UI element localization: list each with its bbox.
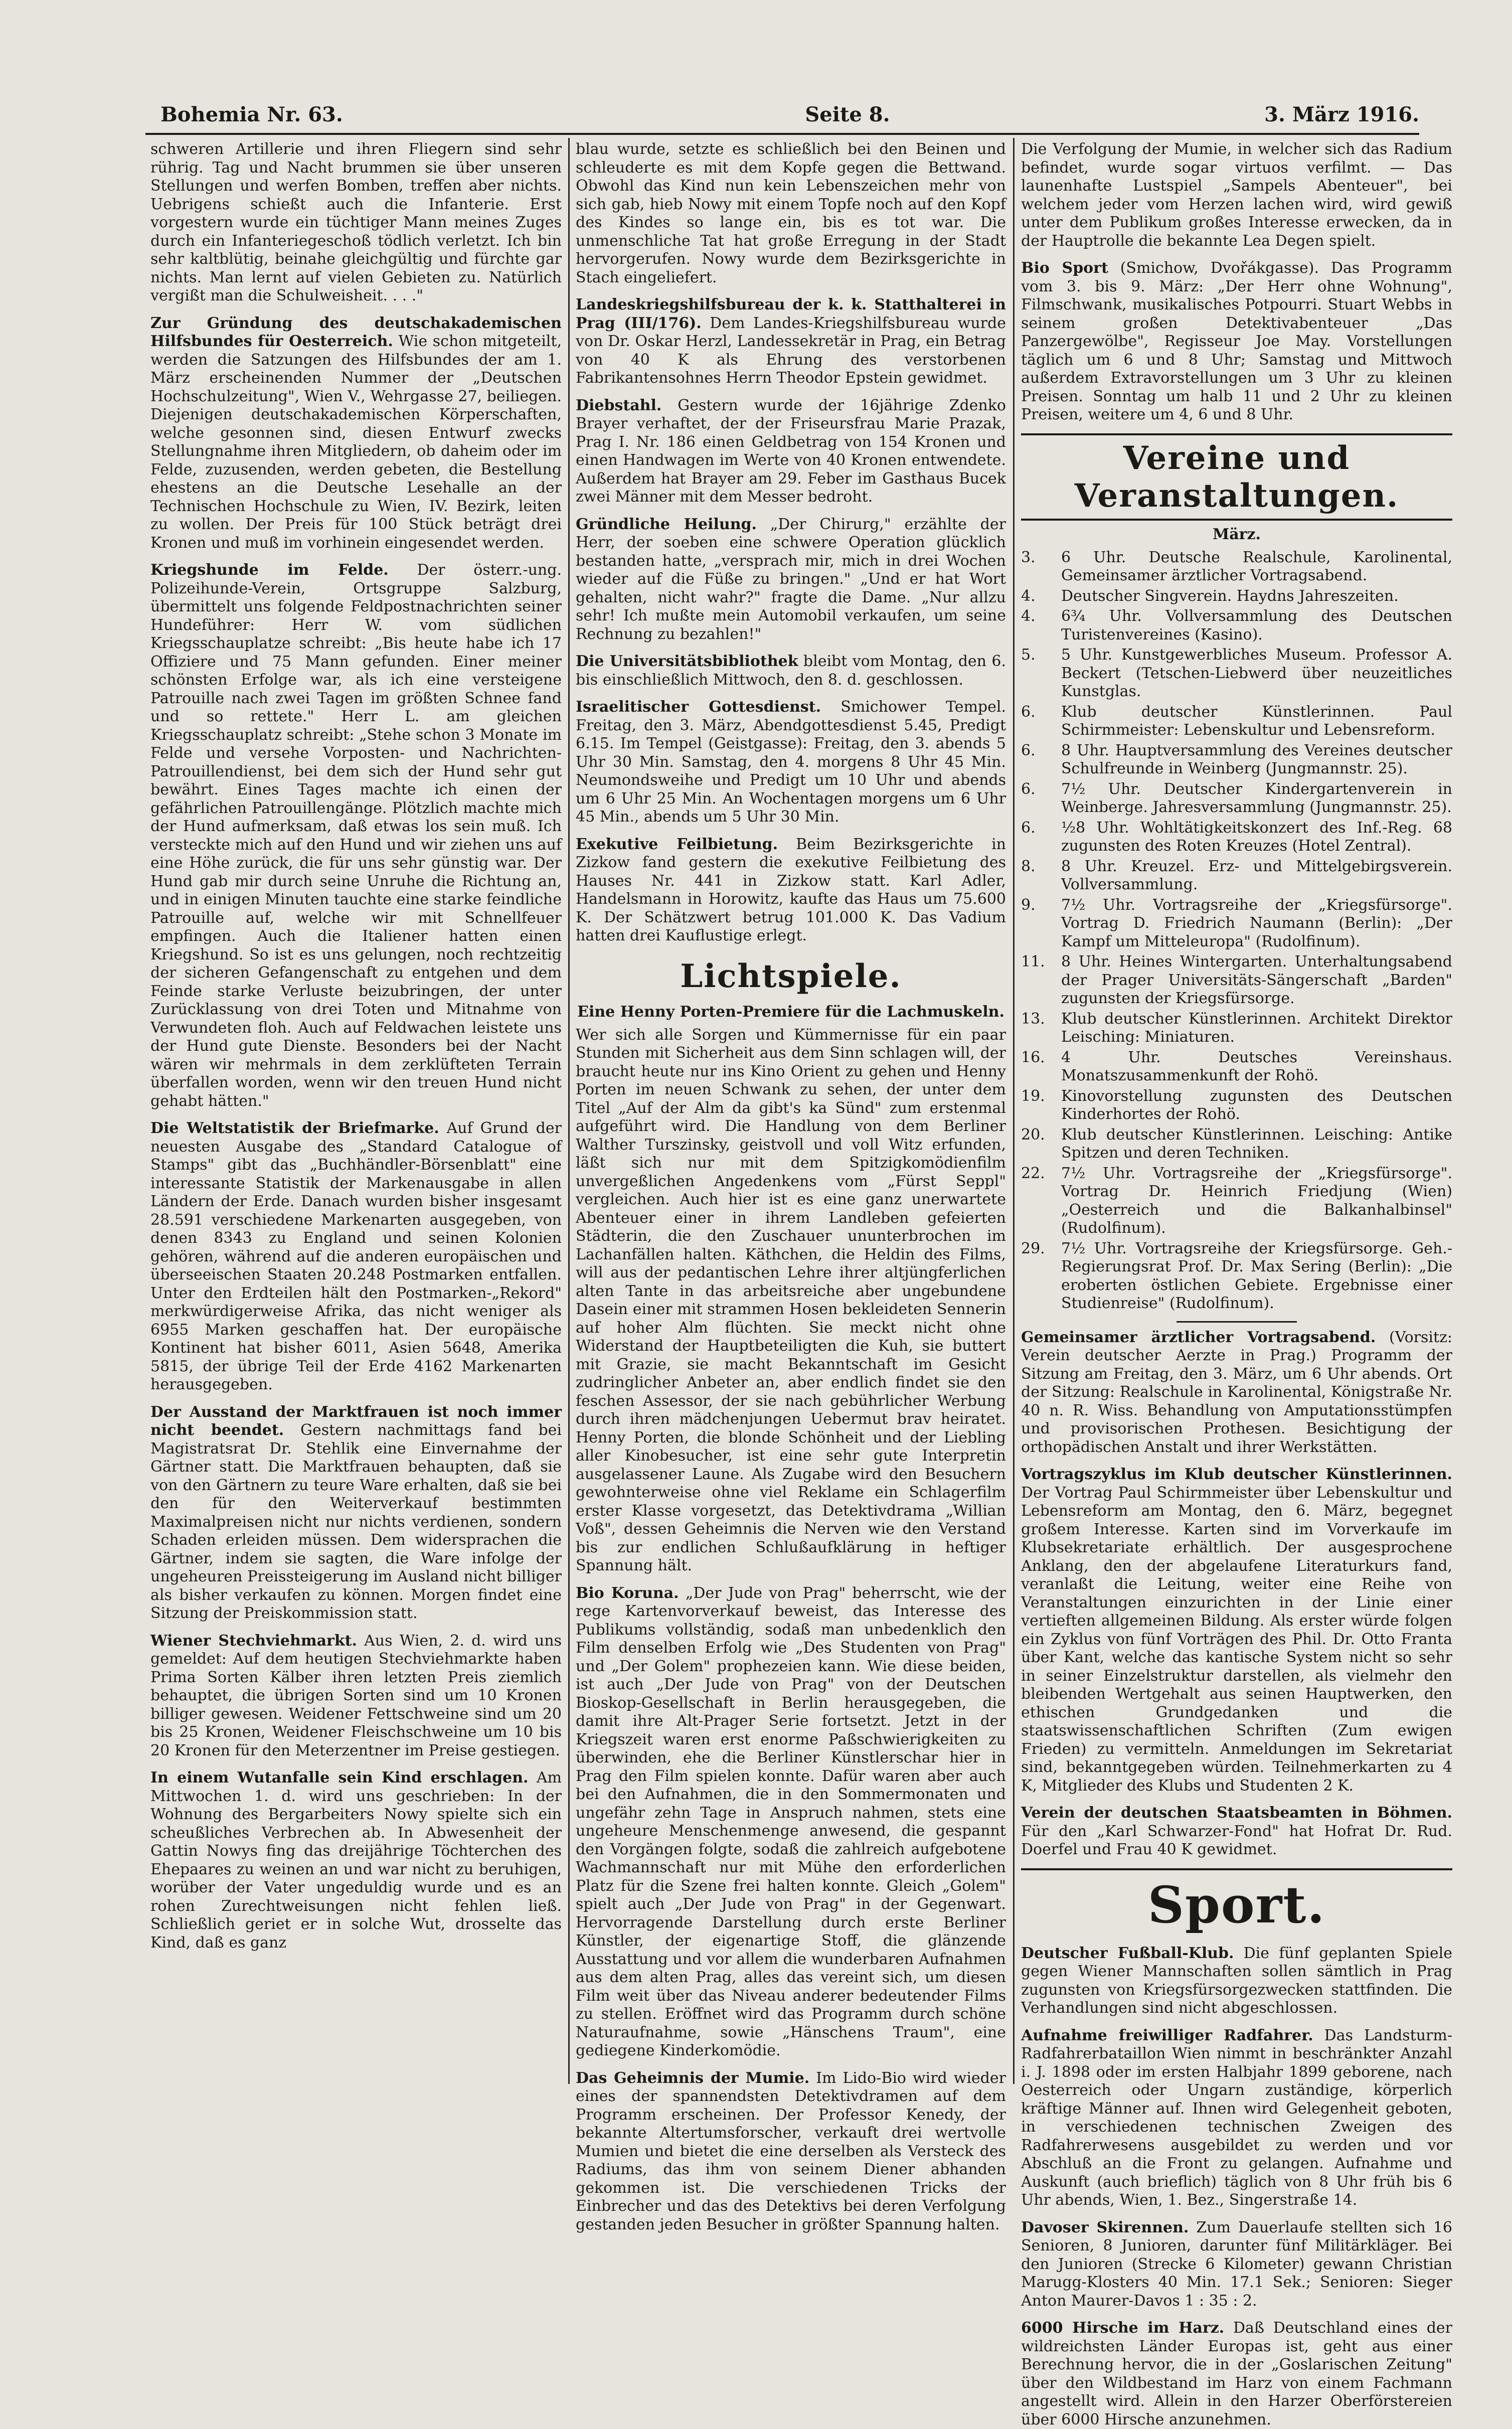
article-paragraph xyxy=(1021,2319,1452,2429)
event-text: ½8 Uhr. Wohltätigkeitskonzert des Inf.-Reg. 68 zugunsten des Roten Kreuzes (Hotel Zentral). xyxy=(1061,819,1452,856)
article-body: Daß Deutschland eines der wildreichsten Länder Europas ist, geht aus einer Berechnung hervor, die in der „Goslarischen Zeitung" über den Wildbestand im Harz von einem Fachmann angestellt wird. Allein in den Harzer Oberförstereien über 6000 Hirsche anzunehmen. xyxy=(1021,2319,1452,2428)
article-body: Der österr.-ung. Polizeihunde-Verein, Ortsgruppe Salzburg, übermittelt uns folgende Feldpostnachrichten seiner Hundeführer: Herr W. vom südlichen Kriegsschauplatze schreibt: „Bis heute habe ich 17 Offiziere und 75 Mann gefunden. Einer meiner schönsten Erfolge war, als ich eine versteigene Patrouille nach zwei Tagen im größten Schnee fand und so rettete." Herr L. am gleichen Kriegsschauplatz schreibt: „Stehe schon 3 Monate im Felde und versehe Vorposten- und Nachrichten-Patrouillendienst, bei dem sich der Hund sehr gut bewährt. Eines Tages machte ich einen der gefährlichen Patrouillengänge. Plötzlich machte mich der Hund aufmerksam, daß etwas los sein muß. Ich versteckte mich auf den Hund und wir ziehen uns auf eine Höhe zurück, die für uns sehr günstig war. Der Hund gab mir durch seine Unruhe die Richtung an, und in einigen Minuten tauchte eine starke feindliche Patrouille auf, welche wir mit Schnellfeuer empfingen. Auch die Italiener hatten einen Kriegshund. So ist es uns gelungen, noch rechtzeitig der sicheren Gefangenschaft zu entgehen und dem Feinde starke Verluste beizubringen, der unter Zurücklassung von drei Toten und Mitnahme von Verwundeten floh. Auch auf Feldwachen leistete uns der Hund gute Dienste. Besonders bei der Nacht wären wir mehrmals in dem zerklüfteten Terrain überfallen worden, wenn wir den treuen Hund nicht gehabt hätten." xyxy=(150,561,562,1110)
article-headline: Das Geheimnis der Mumie. xyxy=(576,2069,809,2087)
event-entry xyxy=(1021,549,1452,585)
event-text: Klub deutscher Künstlerinnen. Paul Schirmmeister: Lebenskultur und Lebensreform. xyxy=(1061,703,1452,740)
event-day: 5. xyxy=(1021,646,1061,701)
header-page-number: Seite 8. xyxy=(747,103,948,126)
column-divider xyxy=(1013,138,1015,2084)
event-entry xyxy=(1021,646,1452,701)
article-paragraph xyxy=(150,561,562,1110)
separator-line xyxy=(1177,1321,1297,1323)
article-paragraph xyxy=(1021,1329,1452,1457)
article-body: Der Vortrag Paul Schirmmeister über Lebenskultur und Lebensreform am Montag, den 6. März, begegnet großem Interesse. Karten sind im Vorverkaufe im Klubsekretariate erhältlich. Der ausgesprochene Anklang, den der abgelaufene Literaturkurs fand, veranlaßt die Leitung, weiter eine Reihe von Veranstaltungen einzurichten in der Linie einer vertieften allgemeinen Bildung. Als erster würde folgen ein Zyklus von fünf Vorträgen des Phil. Dr. Otto Franta über Kant, welche das kantische System nicht so sehr in seiner Einzelstruktur darstellen, als vielmehr den bleibenden Wertgehalt aus seinen Hauptwerken, den ethischen Grundgedanken und die staatswissenschaftlichen Schriften (Zum ewigen Frieden) zu vermitteln. Anmeldungen im Sekretariat sind, bekanntgegeben würden. Teilnehmerkarten zu 4 K, Mitglieder des Klubs und Studenten 2 K. xyxy=(1021,1484,1452,1795)
article-headline: Aufnahme freiwilliger Radfahrer. xyxy=(1021,2027,1313,2044)
header-rule xyxy=(145,133,1419,135)
article-paragraph xyxy=(150,314,562,553)
event-text: 6 Uhr. Deutsche Realschule, Karolinental, Gemeinsamer ärztlicher Vortragsabend. xyxy=(1061,549,1452,585)
column-left xyxy=(150,140,562,2076)
article-paragraph xyxy=(576,296,1006,388)
article-paragraph xyxy=(150,1632,562,1760)
event-entry xyxy=(1021,1240,1452,1313)
event-day: 13. xyxy=(1021,1010,1061,1047)
article-paragraph xyxy=(576,698,1006,827)
event-text: 7½ Uhr. Vortragsreihe der Kriegsfürsorge. Geh.-Regierungsrat Prof. Dr. Max Sering (Berlin): „Die eroberten östlichen Gebiete. Ergebnisse einer Studienreise" (Rudolfinum). xyxy=(1061,1240,1452,1313)
article-paragraph xyxy=(1021,1804,1452,1859)
event-entry xyxy=(1021,1049,1452,1085)
article-headline: Die Universitätsbibliothek xyxy=(576,653,798,670)
article-paragraph xyxy=(576,1584,1006,2060)
article-list xyxy=(576,140,1006,945)
article-paragraph xyxy=(1021,2219,1452,2311)
article-body: Für den „Karl Schwarzer-Fond" hat Hofrat Dr. Rud. Doerfel und Frau 40 K gewidmet. xyxy=(1021,1823,1452,1859)
article-headline: Zur Gründung des deutschakademischen Hilfsbundes für Oesterreich. xyxy=(150,314,562,351)
event-text: 4 Uhr. Deutsches Vereinshaus. Monatszusammenkunft der Rohö. xyxy=(1061,1049,1452,1085)
article-headline: Gründliche Heilung. xyxy=(576,516,757,533)
article-paragraph xyxy=(576,836,1006,945)
article-paragraph xyxy=(576,1026,1006,1575)
column-middle xyxy=(576,140,1006,2076)
article-paragraph xyxy=(576,397,1006,507)
event-day: 6. xyxy=(1021,703,1061,740)
article-paragraph xyxy=(150,1769,562,1952)
article-list xyxy=(150,140,562,1952)
article-list xyxy=(1021,140,1452,424)
event-day: 20. xyxy=(1021,1126,1061,1163)
event-entry xyxy=(1021,703,1452,740)
event-day: 8. xyxy=(1021,858,1061,894)
event-entry xyxy=(1021,858,1452,894)
article-paragraph xyxy=(1021,1466,1452,1795)
article-paragraph xyxy=(576,140,1006,287)
article-body: „Der Jude von Prag" beherrscht, wie der rege Kartenvorverkauf beweist, das Interesse des Publikums vollständig, sodaß man unbedenklich den Film denselben Erfolg wie „Des Studenten von Prag" und „Der Golem" prophezeien kann. Wie diese beiden, ist auch „Der Jude von Prag" von der Deutschen Bioskop-Gesellschaft in Berlin herausgegeben, die damit ihre Alt-Prager Serie fortsetzt. Jetzt in der Kriegszeit waren erst enorme Paßschwierigkeiten zu überwinden, ehe die Berliner Künstlerschar hier in Prag den Film spielen konnte. Dafür waren aber auch bei den Aufnahmen, die in den Sommermonaten und ungefähr zehn Tage in Anspruch nahmen, stets eine ungeheure Menschenmenge anwesend, die gespannt den Vorgängen folgte, sodaß die zahlreich aufgebotene Wachmannschaft nur mit Mühe den erforderlichen Platz für die Szene frei halten konnte. Gleich „Golem" spielt auch „Der Jude von Prag" in der Gegenwart. Hervorragende Darstellung durch erste Berliner Künstler, der eigenartige Stoff, die glänzende Ausstattung und vor allem die wunderbaren Aufnahmen aus dem alten Prag, alles das vereint sich, um diesen Film weit über das Niveau anderer bedeutender Films zu stellen. Eröffnet wird das Programm durch schöne Naturaufnahme, sowie „Hänschens Traum", eine gediegene Kinderkomödie. xyxy=(576,1584,1006,2060)
header-issue: Bohemia Nr. 63. xyxy=(160,103,343,126)
event-entry xyxy=(1021,1010,1452,1047)
article-body: Dem Landes-Kriegshilfsbureau wurde von Dr. Oskar Herzl, Landessekretär in Prag, ein Betrag von 40 K als Ehrung des verstorbenen Fabrikantensohnes Herrn Theodor Epstein gewidmet. xyxy=(576,314,1006,387)
column-divider xyxy=(568,138,570,2084)
article-paragraph xyxy=(1021,1945,1452,2018)
article-body: Beim Bezirksgerichte in Zizkow fand gestern die exekutive Feilbietung des Hauses Nr. 441 in Zizkow statt. Karl Adler, Handelsmann in Horowitz, kaufte das Haus um 75.600 K. Der Schätzwert betrug 101.000 K. Das Vadium hatten drei Kauflustige erlegt. xyxy=(576,836,1006,945)
article-body: bleibt vom Montag, den 6. bis einschließlich Mittwoch, den 8. d. geschlossen. xyxy=(576,653,1006,689)
article-headline: Verein der deutschen Staatsbeamten in Böhmen. xyxy=(1021,1804,1452,1822)
article-body: Am Mittwochen 1. d. wird uns geschrieben: In der Wohnung des Bergarbeiters Nowy spielte sich ein scheußliches Verbrechen ab. In Abwesenheit der Gattin Nowys fing das dreijährige Töchterchen des Ehepaares zu weinen an und war nicht zu beruhigen, worüber der Vater ungeduldig wurde und es an rohen Zurechtweisungen nicht fehlen ließ. Schließlich geriet er in solche Wut, drosselte das Kind, daß es ganz xyxy=(150,1769,562,1952)
article-body: Auf Grund der neuesten Ausgabe des „Standard Catalogue of Stamps" gibt das „Buchhändler-Börsenblatt" eine interessante Statistik der Markenausgabe in allen Ländern der Erde. Danach wurden bisher insgesamt 28.591 verschiedene Markenarten ausgegeben, von denen 8343 zu England und seinen Kolonien gehören, während auf die anderen europäischen und überseeischen Staaten 20.248 Postmarken entfallen. Unter den Erdteilen hält den Postmarken-„Rekord" merkwürdigerweise Afrika, das nicht weniger als 6955 Marken geschaffen hat. Der europäische Kontinent hat bisher 6011, Asien 5648, Amerika 5815, der übrige Teil der Erde 4162 Markenarten herausgegeben. xyxy=(150,1119,562,1393)
events-calendar xyxy=(1021,549,1452,1313)
article-list xyxy=(1021,1945,1452,2429)
event-text: Klub deutscher Künstlerinnen. Leisching: Antike Spitzen und deren Techniken. xyxy=(1061,1126,1452,1163)
event-text: Deutscher Singverein. Haydns Jahreszeiten. xyxy=(1061,587,1452,606)
article-paragraph xyxy=(1021,140,1452,250)
event-entry xyxy=(1021,780,1452,817)
article-body: Im Lido-Bio wird wieder eines der spannendsten Detektivdramen auf dem Programm erscheinen. Der Professor Kenedy, der bekannte Altertumsforscher, verkauft drei wertvolle Mumien und bietet die eine derselben als Versteck des Radiums, das ihm von seinem Diener abhanden gekommen ist. Die verschiedenen Tricks der Einbrecher und das des Detektivs bei deren Verfolgung gestanden jeden Besucher in größter Spannung halten. xyxy=(576,2069,1006,2233)
article-headline: Landeskriegshilfsbureau der k. k. Statthalterei in Prag (III/176). xyxy=(576,296,1006,332)
article-headline: Davoser Skirennen. xyxy=(1021,2219,1189,2236)
article-headline: Diebstahl. xyxy=(576,397,661,414)
event-entry xyxy=(1021,1165,1452,1238)
article-list xyxy=(576,1003,1006,2234)
event-entry xyxy=(1021,607,1452,644)
article-paragraph xyxy=(576,516,1006,644)
event-day: 22. xyxy=(1021,1165,1061,1238)
article-paragraph xyxy=(1021,2027,1452,2210)
event-entry xyxy=(1021,587,1452,606)
event-text: 5 Uhr. Kunstgewerbliches Museum. Professor A. Beckert (Tetschen-Liebwerd über neuzeitliches Kunstglas. xyxy=(1061,646,1452,701)
article-headline: Wiener Stechviehmarkt. xyxy=(150,1632,357,1650)
article-headline: Exekutive Feilbietung. xyxy=(576,836,778,853)
article-body: schweren Artillerie und ihren Fliegern sind sehr rührig. Tag und Nacht brummen sie über unseren Stellungen und werfen Bomben, treffen aber nichts. Uebrigens schießt auch die Infanterie. Erst vorgestern wurde ein tüchtiger Mann meines Zuges durch ein Infanteriegeschoß tödlich verletzt. Ich bin sehr kaltblütig, beinahe gleichgültig und fürchte gar nichts. Man lernt auf vielen Gebieten zu. Natürlich vergißt man die Schulweisheit. . . ." xyxy=(150,140,562,304)
article-headline: Bio Sport xyxy=(1021,259,1108,277)
article-headline: Bio Koruna. xyxy=(576,1584,679,1602)
event-entry xyxy=(1021,896,1452,951)
header-date: 3. März 1916. xyxy=(1264,103,1419,126)
article-body: (Vorsitz: Verein deutscher Aerzte in Prag.) Programm der Sitzung am Freitag, den 3. März, um 6 Uhr abends. Ort der Sitzung: Realschule in Karolinental, Königstraße Nr. 40 n. R. Wiss. Behandlung von Amputationsstümpfen und provisorischen Prothesen. Besichtigung der orthopädischen Anstalt und ihrer Werkstätten. xyxy=(1021,1329,1452,1456)
article-body: Aus Wien, 2. d. wird uns gemeldet: Auf dem heutigen Stechviehmarkte haben Prima Sorten Kälber ihren letzten Preis ziemlich behauptet, die übrigen Sorten sind um 10 Kronen billiger gewesen. Weidener Fettschweine sind um 20 bis 25 Kronen, Weidener Fleischschweine um 10 bis 20 Kronen für den Meterzentner im Preise gestiegen. xyxy=(150,1632,562,1759)
article-headline: Der Ausstand der Marktfrauen ist noch immer nicht beendet. xyxy=(150,1403,562,1439)
event-day: 29. xyxy=(1021,1240,1061,1313)
event-day: 4. xyxy=(1021,607,1061,644)
event-text: 8 Uhr. Kreuzel. Erz- und Mittelgebirgsverein. Vollversammlung. xyxy=(1061,858,1452,894)
event-entry xyxy=(1021,953,1452,1008)
event-day: 19. xyxy=(1021,1087,1061,1124)
event-day: 4. xyxy=(1021,587,1061,606)
article-body: Die fünf geplanten Spiele gegen Wiener Mannschaften sollen sämtlich in Prag zugunsten von Kriegsfürsorgezwecken stattfinden. Die Verhandlungen sind nicht abgeschlossen. xyxy=(1021,1945,1452,2017)
article-headline: Gemeinsamer ärztlicher Vortragsabend. xyxy=(1021,1329,1376,1346)
article-paragraph xyxy=(150,1403,562,1623)
event-day: 6. xyxy=(1021,742,1061,778)
article-paragraph xyxy=(150,140,562,305)
column-right xyxy=(1021,140,1452,2076)
section-heading-vereine: Vereine und Veranstaltungen. xyxy=(1021,433,1452,521)
article-headline: Vortragszyklus im Klub deutscher Künstlerinnen. xyxy=(1021,1466,1452,1483)
event-day: 16. xyxy=(1021,1049,1061,1085)
article-body: blau wurde, setzte es schließlich bei den Beinen und schleuderte es mit dem Kopfe gegen die Bettwand. Obwohl das Kind nun kein Lebenszeichen mehr von sich gab, hieb Nowy mit einem Topfe noch auf den Kopf des Kindes so lange ein, bis es tot war. Die unmenschliche Tat hat große Erregung in der Stadt hervorgerufen. Nowy wurde dem Bezirksgerichte in Stach eingeliefert. xyxy=(576,140,1006,286)
event-entry xyxy=(1021,819,1452,856)
article-headline: In einem Wutanfalle sein Kind erschlagen. xyxy=(150,1769,528,1787)
event-entry xyxy=(1021,1126,1452,1163)
article-headline: Die Weltstatistik der Briefmarke. xyxy=(150,1119,439,1137)
event-text: Kinovorstellung zugunsten des Deutschen Kinderhortes der Rohö. xyxy=(1061,1087,1452,1124)
article-body: Das Landsturm-Radfahrerbataillon Wien nimmt in beschränkter Anzahl i. J. 1898 oder im ersten Halbjahr 1899 geborene, nach Oesterreich oder Ungarn zuständige, körperlich kräftige Männer auf. Ihnen wird Gelegenheit geboten, in verschiedenen technischen Zweigen des Radfahrerwesens ausgebildet zu werden und vor Abschluß an die Front zu gelangen. Aufnahme und Auskunft (auch brieflich) täglich von 8 Uhr früh bis 6 Uhr abends, Wien, 1. Bez., Singerstraße 14. xyxy=(1021,2027,1452,2209)
event-day: 6. xyxy=(1021,819,1061,856)
event-day: 9. xyxy=(1021,896,1061,951)
article-body: Wer sich alle Sorgen und Kümmernisse für ein paar Stunden mit Sicherheit aus dem Sinn schlagen will, der braucht heute nur ins Kino Orient zu gehen und Henny Porten im neuen Schwank zu sehen, der unter dem Titel „Auf der Alm da gibt's ka Sünd" zum erstenmal aufgeführt wird. Die Handlung von dem Berliner Walther Turszinsky, geistvoll und voll Witz erfunden, läßt sich nur mit dem Spitzigkomödienfilm unvergeßlichen Angedenkens vom „Fürst Seppl" vergleichen. Auch hier ist es eine ganz unerwartete Abenteuer einer in ihrem Landleben gefeierten Städterin, die den Zuschauer ununterbrochen im Lachanfällen halten. Käthchen, die Heldin des Films, will aus der pedantischen Lehre ihrer altjüngferlichen alten Tante in das arbeitsreiche aber ungebundene Dasein einer mit strammen Hosen bekleideten Sennerin auf hoher Alm flüchten. Sie meckt nicht ohne Widerstand der Hauptbeteiligten die Kuh, sie buttert mit Grazie, sie macht Bekanntschaft im Gesicht zudringlicher Anbeter an, aber endlich findet sie den feschen Assessor, der sie nach gebührlicher Werbung durch ihren mädchenjungen Uebermut brav heiratet. Henny Porten, die blonde Schönheit und der Liebling aller Kinobesucher, ist eine sehr gute Interpretin ausgelassener Laune. Als Zugabe wird den Besuchern gewohnterweise ohne viel Reklame ein Schlagerfilm erster Klasse vorgesetzt, das Detektivdrama „Willian Voß", dessen Geheimnis die Nerven wie den Verstand bis zur endlichen Schlußaufklärung in heftiger Spannung hält. xyxy=(576,1026,1006,1575)
article-list xyxy=(1021,1329,1452,1859)
article-body: „Der Chirurg," erzählte der Herr, der soeben eine schwere Operation glücklich bestanden hatte, „versprach mir, mich in drei Wochen wieder auf die Füße zu bringen." „Und er hat Wort gehalten, nicht wahr?" fragte die Dame. „Nur allzu sehr! Ich mußte mein Automobil verkaufen, um seine Rechnung zu bezahlen!" xyxy=(576,516,1006,643)
article-headline: Israelitischer Gottesdienst. xyxy=(576,698,821,716)
article-headline: 6000 Hirsche im Harz. xyxy=(1021,2319,1224,2337)
article-body: Gestern wurde der 16jährige Zdenko Brayer verhaftet, der der Friseursfrau Marie Prazak, Prag I. Nr. 186 einen Geldbetrag von 154 Kronen und einen Handwagen im Werte von 40 Kronen entwendete. Außerdem hat Brayer am 29. Feber im Gasthaus Bucek zwei Männer mit dem Messer bedroht. xyxy=(576,397,1006,506)
article-paragraph xyxy=(1021,259,1452,424)
event-text: 7½ Uhr. Vortragsreihe der „Kriegsfürsorge". Vortrag D. Friedrich Naumann (Berlin): „Der Kampf um Mitteleuropa" (Rudolfinum). xyxy=(1061,896,1452,951)
article-paragraph xyxy=(576,653,1006,689)
article-subheading: Eine Henny Porten-Premiere für die Lachmuskeln. xyxy=(576,1003,1006,1021)
page-header xyxy=(145,103,1419,133)
event-entry xyxy=(1021,1087,1452,1124)
event-text: 6¾ Uhr. Vollversammlung des Deutschen Turistenvereines (Kasino). xyxy=(1061,607,1452,644)
event-text: 7½ Uhr. Vortragsreihe der „Kriegsfürsorge". Vortrag Dr. Heinrich Friedjung (Wien) „Oesterreich und die Balkanhalbinsel" (Rudolfinum). xyxy=(1061,1165,1452,1238)
event-day: 6. xyxy=(1021,780,1061,817)
article-paragraph xyxy=(150,1119,562,1394)
event-text: 7½ Uhr. Deutscher Kindergartenverein in Weinberge. Jahresversammlung (Jungmannstr. 25). xyxy=(1061,780,1452,817)
event-day: 11. xyxy=(1021,953,1061,1008)
article-body: (Smichow, Dvořákgasse). Das Programm vom 3. bis 9. März: „Der Herr ohne Wohnung", Filmschwank, musikalisches Potpourri. Stuart Webbs in seinem großen Detektivabenteuer „Das Panzergewölbe", Regisseur Joe May. Vorstellungen täglich um 6 und 8 Uhr; Samstag und Mittwoch außerdem Extravorstellungen um 3 Uhr zu kleinen Preisen. Sonntag um halb 11 und 2 Uhr zu kleinen Preisen, weitere um 4, 6 und 8 Uhr. xyxy=(1021,259,1452,423)
article-headline: Kriegshunde im Felde. xyxy=(150,561,389,579)
event-entry xyxy=(1021,742,1452,778)
article-body: Zum Dauerlaufe stellten sich 16 Senioren, 8 Junioren, darunter fünf Militärkläger. Bei den Junioren (Strecke 6 Kilometer) gewann Christian Marugg-Klosters 40 Min. 17.1 Sek.; Senioren: Sieger Anton Maurer-Davos 1 : 35 : 2. xyxy=(1021,2219,1452,2310)
event-text: 8 Uhr. Heines Wintergarten. Unterhaltungsabend der Prager Universitäts-Sängerschaft „Barden" zugunsten der Kriegsfürsorge. xyxy=(1061,953,1452,1008)
article-body: Smichower Tempel. Freitag, den 3. März, Abendgottesdienst 5.45, Predigt 6.15. Im Tempel (Geistgasse): Freitag, den 3. abends 5 Uhr 30 Min. Samstag, den 4. morgens 8 Uhr 45 Min. Neumondsweihe und Predigt um 10 Uhr und abends um 6 Uhr 25 Min. An Wochentagen morgens um 6 Uhr 45 Min., abends um 5 Uhr 30 Min. xyxy=(576,698,1006,826)
events-month: März. xyxy=(1021,526,1452,544)
section-heading-sport: Sport. xyxy=(1021,1868,1452,1939)
article-paragraph xyxy=(576,2069,1006,2234)
section-heading-lichtspiele: Lichtspiele. xyxy=(576,954,1006,998)
event-text: 8 Uhr. Hauptversammlung des Vereines deutscher Schulfreunde in Weinberg (Jungmannstr. 25). xyxy=(1061,742,1452,778)
event-text: Klub deutscher Künstlerinnen. Architekt Direktor Leisching: Miniaturen. xyxy=(1061,1010,1452,1047)
article-body: Gestern nachmittags fand bei Magistratsrat Dr. Stehlik eine Einvernahme der Gärtner statt. Die Marktfrauen behaupten, daß sie von den Gärtnern zu teure Ware erhalten, daß sie bei den für den Weiterverkauf bestimmten Maximalpreisen nicht nur nichts verdienen, sondern Schaden erleiden müssen. Dem widersprachen die Gärtner, indem sie sagten, die Ware infolge der ungeheuren Preissteigerung im Ausland nicht billiger als bisher verkaufen zu können. Morgen findet eine Sitzung der Preiskommission statt. xyxy=(150,1421,562,1622)
article-body: Die Verfolgung der Mumie, in welcher sich das Radium befindet, wurde sogar virtuos verfilmt. — Das launenhafte Lustspiel „Sampels Abenteuer", bei welchem jeder vom Herzen lachen wird, wird gewiß unter dem Publikum großes Interesse erwecken, da in der Hauptrolle die bekannte Lea Degen spielt. xyxy=(1021,140,1452,250)
article-body: Wie schon mitgeteilt, werden die Satzungen des Hilfsbundes der am 1. März erscheinenden Nummer der „Deutschen Hochschulzeitung", Wien V., Wehrgasse 27, beiliegen. Diejenigen deutschakademischen Körperschaften, welche gesonnen sind, diesen Entwurf zwecks Stellungnahme ihren Mitgliedern, ob daheim oder im Felde, zuzusenden, werden gebeten, die Bestellung ehestens an die Deutsche Lesehalle an der Technischen Hochschule zu Wien, IV. Bezirk, leiten zu wollen. Der Preis für 100 Stück beträgt drei Kronen und muß im vorhinein eingesendet werden. xyxy=(150,333,562,552)
event-day: 3. xyxy=(1021,549,1061,585)
article-headline: Deutscher Fußball-Klub. xyxy=(1021,1945,1234,1962)
